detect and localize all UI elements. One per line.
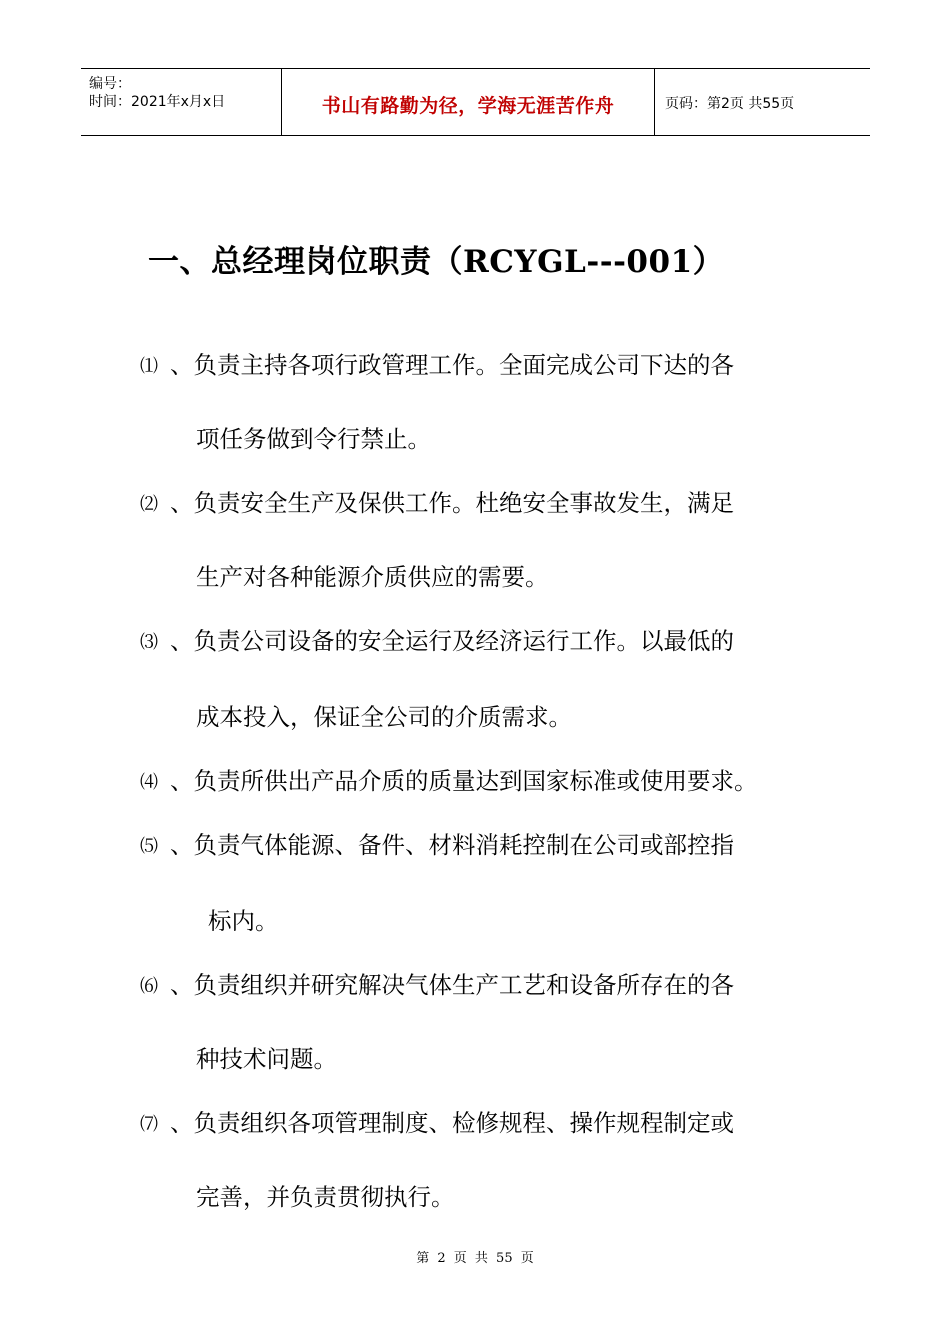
duty-item-5-continuation: 标内。 <box>208 907 279 935</box>
duty-item-6-continuation: 种技术问题。 <box>196 1045 337 1073</box>
duty-item-4 <box>140 766 758 798</box>
item-marker: ⑵ <box>140 494 158 515</box>
duty-item-7 <box>140 1108 734 1140</box>
duty-item-3 <box>140 626 734 658</box>
item-line: 、负责所供出产品介质的质量达到国家标准或使用要求。 <box>170 767 758 795</box>
item-line: 、负责公司设备的安全运行及经济运行工作。以最低的 <box>170 627 734 655</box>
page-header <box>81 68 870 136</box>
header-motto-cell <box>281 69 655 135</box>
section-title: 一、总经理岗位职责（RCYGL---001） <box>148 244 725 280</box>
header-meta <box>81 69 281 135</box>
duty-item-3-continuation: 成本投入，保证全公司的介质需求。 <box>196 703 572 731</box>
duty-item-2-continuation: 生产对各种能源介质供应的需要。 <box>196 563 549 591</box>
item-line: 、负责安全生产及保供工作。杜绝安全事故发生，满足 <box>170 489 734 517</box>
duty-item-5 <box>140 830 734 862</box>
item-marker: ⑷ <box>140 772 158 793</box>
duty-item-2 <box>140 488 734 520</box>
page-footer: 第 2 页 共 55 页 <box>416 1251 534 1266</box>
item-marker: ⑹ <box>140 976 158 997</box>
document-date: 时间：2021年x月x日 <box>89 94 226 110</box>
item-line: 、负责组织并研究解决气体生产工艺和设备所存在的各 <box>170 971 734 999</box>
item-line: 、负责主持各项行政管理工作。全面完成公司下达的各 <box>170 351 734 379</box>
item-marker: ⑴ <box>140 356 158 377</box>
item-marker: ⑸ <box>140 836 158 857</box>
item-marker: ⑺ <box>140 1114 158 1135</box>
item-marker: ⑶ <box>140 632 158 653</box>
duty-item-1-continuation: 项任务做到令行禁止。 <box>196 425 431 453</box>
document-number-label: 编号： <box>89 76 131 92</box>
duty-item-6 <box>140 970 734 1002</box>
item-line: 、负责气体能源、备件、材料消耗控制在公司或部控指 <box>170 831 734 859</box>
duty-item-7-continuation: 完善，并负责贯彻执行。 <box>196 1183 455 1211</box>
header-page-info: 页码：第2页 共55页 <box>665 96 795 112</box>
duty-item-1 <box>140 350 734 382</box>
header-motto: 书山有路勤为径，学海无涯苦作舟 <box>321 94 615 117</box>
item-line: 、负责组织各项管理制度、检修规程、操作规程制定或 <box>170 1109 734 1137</box>
header-page-info-cell <box>655 69 870 135</box>
